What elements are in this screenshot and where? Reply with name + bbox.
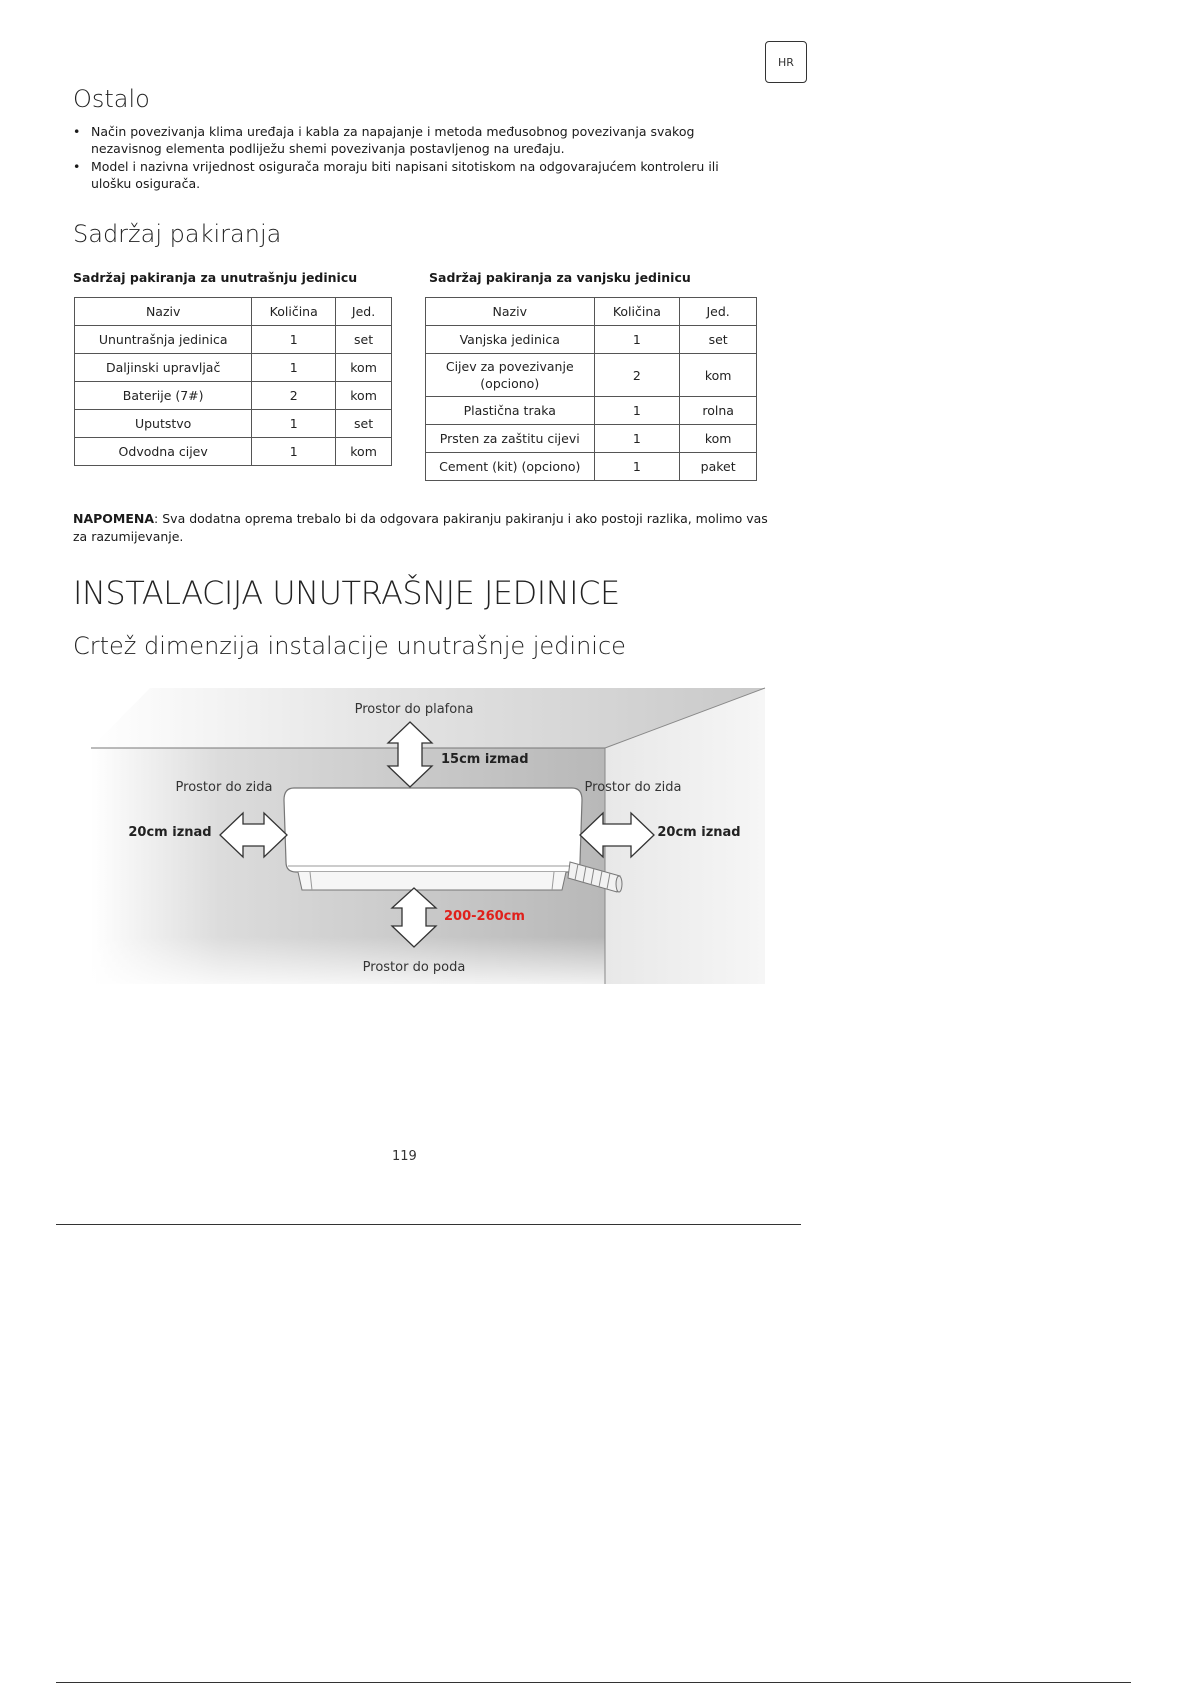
drawing-title: Crtež dimenzija instalacije unutrašnje jedinice (73, 632, 626, 660)
cell-name: Plastična traka (426, 397, 595, 425)
cell-quantity: 2 (594, 354, 680, 397)
cell-unit: kom (680, 425, 757, 453)
ceiling-value: 15cm izmad (441, 752, 529, 767)
cell-name: Cijev za povezivanje (opciono) (426, 354, 595, 397)
cell-name: Vanjska jedinica (426, 326, 595, 354)
language-badge: HR (765, 41, 807, 83)
cell-quantity: 1 (594, 326, 680, 354)
cell-name: Cement (kit) (opciono) (426, 453, 595, 481)
cell-quantity: 1 (594, 453, 680, 481)
cell-quantity: 1 (252, 354, 336, 382)
left-wall-value: 20cm iznad (128, 825, 212, 840)
install-heading: INSTALACIJA UNUTRAŠNJE JEDINICE (73, 574, 620, 612)
floor-label: Prostor do poda (362, 960, 466, 975)
column-header: Jed. (680, 298, 757, 326)
page-number: 119 (392, 1149, 417, 1164)
cell-quantity: 1 (594, 397, 680, 425)
cell-name: Ununtrašnja jedinica (75, 326, 252, 354)
note-text: : Sva dodatna oprema trebalo bi da odgovara pakiranju pakiranju i ako postoji razlika, molimo vas za razumijevanje. (73, 511, 768, 544)
cell-quantity: 1 (252, 438, 336, 466)
column-header: Jed. (336, 298, 392, 326)
column-header: Naziv (426, 298, 595, 326)
cell-unit: kom (336, 382, 392, 410)
cell-name: Daljinski upravljač (75, 354, 252, 382)
cell-name: Uputstvo (75, 410, 252, 438)
bottom-divider (56, 1682, 1131, 1683)
cell-unit: paket (680, 453, 757, 481)
right-wall-value: 20cm iznad (657, 825, 741, 840)
right-wall-label: Prostor do zida (584, 780, 682, 795)
cell-unit: kom (336, 354, 392, 382)
page-divider (56, 1224, 801, 1225)
note-label: NAPOMENA (73, 511, 155, 526)
indoor-ac-unit (284, 788, 622, 892)
cell-quantity: 1 (594, 425, 680, 453)
column-header: Naziv (75, 298, 252, 326)
cell-unit: set (336, 410, 392, 438)
cell-unit: set (680, 326, 757, 354)
column-header: Količina (252, 298, 336, 326)
cell-unit: kom (680, 354, 757, 397)
column-header: Količina (594, 298, 680, 326)
cell-quantity: 1 (252, 410, 336, 438)
bullet-item: • Model i nazivna vrijednost osigurača moraju biti napisani sitotiskom na odgovarajućem kontroleru ili ulošku osigurača. (73, 158, 753, 192)
cell-unit: rolna (680, 397, 757, 425)
ceiling-label: Prostor do plafona (354, 702, 474, 717)
bullet-item: • Način povezivanja klima uređaja i kabla za napajanje i metoda međusobnog povezivanja svakog nezavisnog elementa podliježu shemi povezivanja postavljenog na uređaju. (73, 123, 753, 157)
outdoor-table-title: Sadržaj pakiranja za vanjsku jedinicu (429, 270, 691, 285)
cell-name: Odvodna cijev (75, 438, 252, 466)
cell-unit: set (336, 326, 392, 354)
left-wall-label: Prostor do zida (175, 780, 273, 795)
section-title-package: Sadržaj pakiranja (73, 220, 282, 248)
indoor-table-title: Sadržaj pakiranja za unutrašnju jedinicu (73, 270, 358, 285)
cell-unit: kom (336, 438, 392, 466)
section-title-other: Ostalo (73, 85, 150, 113)
cell-quantity: 2 (252, 382, 336, 410)
cell-name: Baterije (7#) (75, 382, 252, 410)
floor-value: 200-260cm (444, 909, 525, 924)
cell-name: Prsten za zaštitu cijevi (426, 425, 595, 453)
cell-quantity: 1 (252, 326, 336, 354)
